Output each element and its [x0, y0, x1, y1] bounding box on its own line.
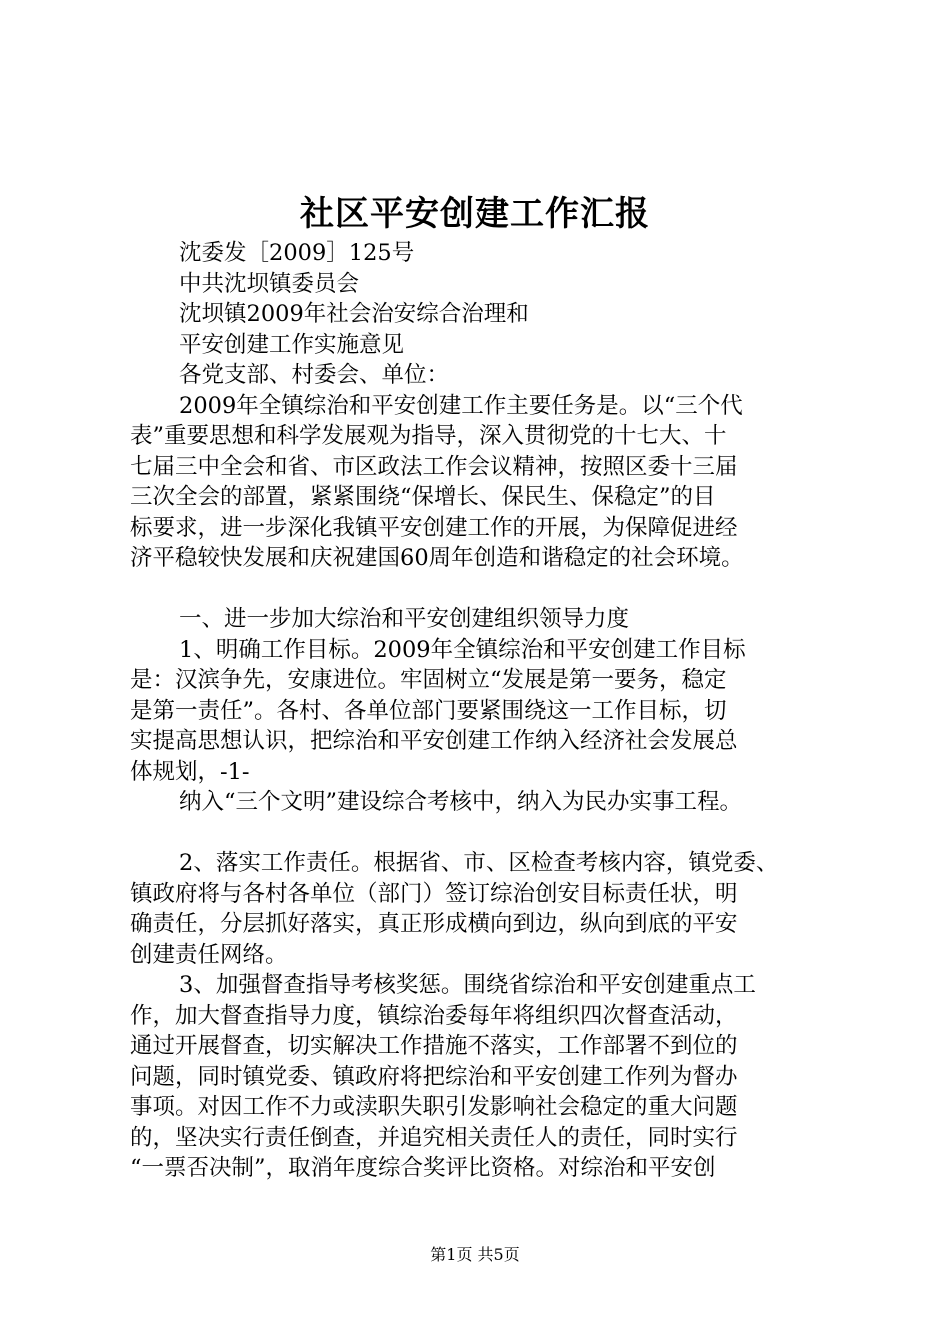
section-heading: 一、进一步加大综治和平安创建组织领导力度	[179, 606, 630, 632]
paragraph-line: 作，加大督查指导力度，镇综治委每年将组织四次督查活动，	[130, 1002, 738, 1029]
paragraph-line: 体规划，-1-	[130, 758, 250, 785]
paragraph-line: 1、明确工作目标。2009年全镇综治和平安创建工作目标	[179, 636, 746, 663]
doc-number: 沈委发［2009］125号	[179, 240, 415, 266]
paragraph-line: “一票否决制”，取消年度综合奖评比资格。对综治和平安创	[130, 1155, 716, 1181]
document-title: 社区平安创建工作汇报	[300, 194, 650, 234]
paragraph-line: 2、落实工作责任。根据省、市、区检查考核内容，镇党委、	[179, 850, 779, 876]
issuing-organization: 中共沈坝镇委员会	[179, 270, 360, 297]
paragraph-line: 是第一责任”。各村、各单位部门要紧围绕这一工作目标，切	[130, 697, 727, 724]
paragraph-line: 创建责任网络。	[130, 941, 288, 968]
page-number-footer: 第1页 共5页	[430, 1245, 520, 1264]
paragraph-line: 2009年全镇综治和平安创建工作主要任务是。以“三个代	[179, 392, 743, 419]
paragraph-line: 的，坚决实行责任倒查，并追究相关责任人的责任，同时实行	[130, 1124, 738, 1151]
paragraph-spacer	[130, 818, 835, 849]
paragraph-line: 问题，同时镇党委、镇政府将把综治和平安创建工作列为督办	[130, 1063, 738, 1090]
paragraph-line: 镇政府将与各村各单位（部门）签订综治创安目标责任状，明	[130, 880, 738, 907]
paragraph-line: 3、加强督查指导考核奖惩。围绕省综治和平安创建重点工	[179, 972, 756, 998]
document-body	[130, 238, 835, 1184]
paragraph-line: 济平稳较快发展和庆祝建国60周年创造和谐稳定的社会环境。	[130, 545, 744, 571]
paragraph-line: 确责任，分层抓好落实，真正形成横向到边，纵向到底的平安	[130, 911, 738, 937]
document-subject-line-2: 平安创建工作实施意见	[179, 331, 405, 358]
paragraph-spacer	[130, 574, 835, 605]
paragraph-line: 实提高思想认识，把综治和平安创建工作纳入经济社会发展总	[130, 728, 738, 754]
recipients: 各党支部、村委会、单位：	[179, 362, 450, 388]
paragraph-line: 是：汉滨争先，安康进位。牢固树立“发展是第一要务，稳定	[130, 667, 727, 693]
paragraph-line: 通过开展督查，切实解决工作措施不落实，工作部署不到位的	[130, 1033, 738, 1059]
paragraph-line: 七届三中全会和省、市区政法工作会议精神，按照区委十三届	[130, 453, 738, 480]
paragraph-line: 事项。对因工作不力或渎职失职引发影响社会稳定的重大问题	[130, 1094, 738, 1120]
paragraph-line: 表”重要思想和科学发展观为指导，深入贯彻党的十七大、十	[130, 423, 727, 449]
paragraph-line: 三次全会的部置，紧紧围绕“保增长、保民生、保稳定”的目	[130, 484, 716, 510]
paragraph-line: 纳入“三个文明”建设综合考核中，纳入为民办实事工程。	[179, 789, 743, 815]
paragraph-line: 标要求，进一步深化我镇平安创建工作的开展，为保障促进经	[130, 514, 738, 541]
document-subject-line-1: 沈坝镇2009年社会治安综合治理和	[179, 301, 529, 327]
